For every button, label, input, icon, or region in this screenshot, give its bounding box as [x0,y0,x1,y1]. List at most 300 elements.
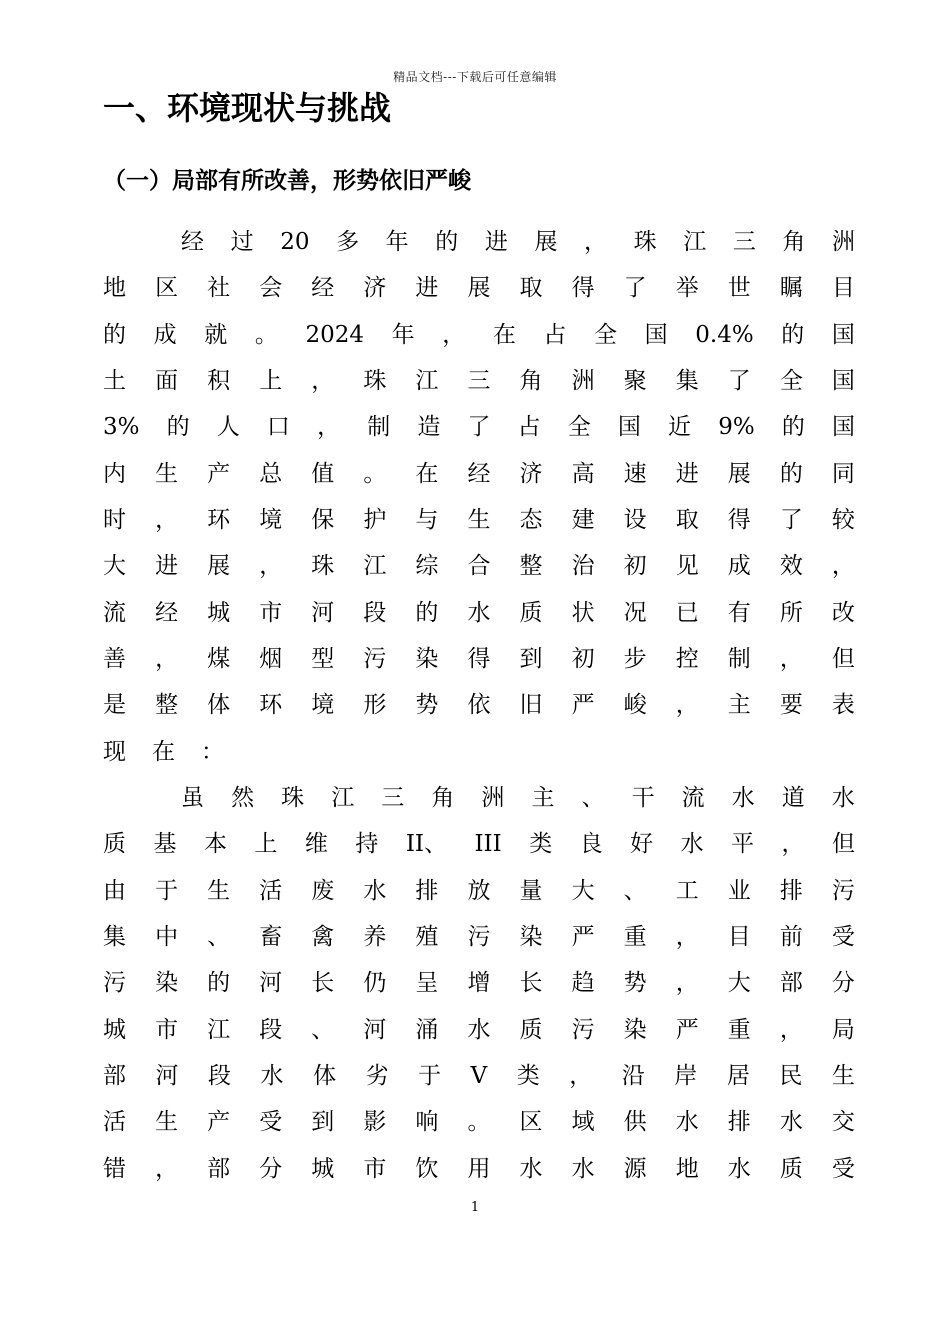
text-token: 面 [155,368,179,395]
text-token: 在 [415,460,439,487]
text-token: V [470,1063,488,1090]
text-token: 角 [782,229,806,256]
text-line [103,636,855,682]
text-token: 呈 [415,970,439,997]
text-token: 活 [103,1109,126,1136]
text-token: 受 [259,1109,283,1136]
text-token: 进 [675,460,699,487]
text-token: 珠 [311,553,335,580]
text-token: 制 [727,646,751,673]
text-token: 境 [259,507,283,534]
text-token: 河 [311,599,335,626]
text-token: 整 [519,553,543,580]
text-token: 禽 [311,924,335,951]
text-token: 、 [581,785,605,812]
text-token: 源 [623,1155,647,1182]
text-token: 世 [727,275,751,302]
text-token: 的 [779,460,803,487]
text-token: 民 [779,1063,803,1090]
text-token: ， [569,1063,593,1090]
text-token: 区 [519,1109,543,1136]
text-token: 境 [311,692,335,719]
text-token: 严 [571,924,595,951]
text-token: 9% [718,414,755,441]
text-token: 长 [519,970,543,997]
text-token: 得 [467,646,491,673]
text-token: 长 [311,970,335,997]
text-token: 经 [311,275,335,302]
text-token: 段 [208,1063,232,1090]
text-token: 上 [259,368,283,395]
text-token: 积 [207,368,231,395]
text-token: 平 [731,831,755,858]
text-token: 河 [259,970,283,997]
text-token: 善 [103,646,126,673]
text-token: 型 [311,646,335,673]
text-token: 持 [355,831,379,858]
text-token: 业 [727,877,751,904]
text-token: 干 [631,785,655,812]
text-token: 占 [517,414,541,441]
text-token: 高 [571,460,595,487]
text-line [103,682,855,728]
text-token: 了 [727,368,751,395]
text-token: 角 [431,785,455,812]
text-token: 的 [435,229,459,256]
text-token: 的 [103,321,126,348]
text-line [103,1053,855,1099]
text-token: 。 [254,321,278,348]
text-token: 同 [831,460,855,487]
text-token: 、 [207,924,231,951]
text-token: 的 [781,321,805,348]
text-token: 展 [467,275,491,302]
text-token: 分 [831,970,855,997]
text-token: ， [317,414,341,441]
text-token: 水 [779,1109,803,1136]
text-line [103,914,855,960]
text-token: 全 [567,414,591,441]
text-token: 珠 [281,785,305,812]
text-token: 内 [103,460,126,487]
text-token: 集 [103,924,126,951]
text-token: 然 [231,785,255,812]
text-token: 是 [103,692,126,719]
text-line [103,729,855,775]
text-token: 受 [831,924,855,951]
text-token: 水 [467,599,491,626]
text-token: 部 [779,970,803,997]
text-token: 涌 [415,1016,439,1043]
text-token: 生 [155,1109,179,1136]
text-token: 势 [415,692,439,719]
text-token: 质 [519,599,543,626]
text-token: 质 [779,1155,803,1182]
text-token: 主 [531,785,555,812]
text-token: 严 [675,1016,699,1043]
text-token: 城 [103,1016,126,1043]
text-token: 了 [779,507,803,534]
text-token: ， [779,646,803,673]
text-token: 土 [103,368,126,395]
section-heading: 一、环境现状与挑战 [103,89,392,127]
text-token: ， [675,970,699,997]
text-token: 年 [385,229,409,256]
text-token: 集 [675,368,699,395]
text-token: 态 [519,507,543,534]
text-token: 进 [484,229,508,256]
text-token: 整 [155,692,179,719]
text-token: 初 [571,646,595,673]
text-token: 排 [415,877,439,904]
text-token: 口 [266,414,290,441]
text-token: 治 [571,553,595,580]
text-token: 合 [467,553,491,580]
text-token: 地 [103,275,126,302]
text-token: 3% [103,414,140,441]
text-token: 本 [203,831,227,858]
text-token: 全 [779,368,803,395]
text-token: 大 [103,553,126,580]
header-note: 精品文档---下载后可任意编辑 [393,70,557,84]
text-token: 角 [519,368,543,395]
text-token: 段 [363,599,387,626]
text-token: 了 [623,275,647,302]
text-token: 水 [727,1155,751,1182]
text-token: 趋 [571,970,595,997]
text-token: ， [155,646,179,673]
text-token: 在 [152,738,175,765]
text-token: 道 [781,785,805,812]
text-token: 了 [467,414,491,441]
text-token: 受 [831,1155,855,1182]
text-token: 基 [153,831,177,858]
text-token: 改 [831,599,855,626]
body-paragraph-2 [103,775,855,1192]
text-token: 水 [675,1109,699,1136]
text-token: 制 [367,414,391,441]
text-line [103,775,855,821]
text-token: 时 [103,507,126,534]
text-token: 污 [571,1016,595,1043]
text-token: 的 [166,414,190,441]
text-token: 活 [259,877,283,904]
text-token: 染 [155,970,179,997]
text-token: 护 [363,507,387,534]
text-token: 环 [259,692,283,719]
text-token: 全 [594,321,618,348]
text-token: 水 [260,1063,284,1090]
text-token: 饮 [415,1155,439,1182]
text-token: 类 [529,831,553,858]
subsection-heading: （一）局部有所改善，形势依旧严峻 [103,167,471,194]
text-token: 重 [623,924,647,951]
text-token: 综 [415,553,439,580]
text-token: 生 [155,460,179,487]
text-token: 展 [534,229,558,256]
text-token: 水 [363,877,387,904]
text-token: 生 [207,877,231,904]
text-line [103,404,855,450]
text-token: 形 [363,692,387,719]
text-token: 设 [623,507,647,534]
text-token: ， [584,229,608,256]
text-token: 年 [391,321,415,348]
text-token: 总 [259,460,283,487]
text-token: 2024 [305,321,364,348]
text-token: III [474,831,502,858]
text-token: 增 [467,970,491,997]
text-line [103,590,855,636]
text-token: 水 [519,1155,543,1182]
text-token: 三 [467,368,491,395]
text-token: 较 [831,507,855,534]
text-token: 过 [230,229,254,256]
text-token: 多 [336,229,360,256]
text-line [103,960,855,1006]
text-token: 三 [732,229,756,256]
text-token: 生 [467,507,491,534]
text-token: 部 [103,1063,126,1090]
text-token: 劣 [365,1063,389,1090]
text-token: 初 [623,553,647,580]
text-token: ， [781,831,805,858]
text-token: 煤 [207,646,231,673]
text-token: 部 [207,1155,231,1182]
text-token: 错 [103,1155,126,1182]
text-token: 水 [831,785,855,812]
text-token: 值 [311,460,335,487]
text-token: 所 [779,599,803,626]
text-token: 、 [311,1016,335,1043]
text-token: ， [155,1155,179,1182]
text-token: 染 [415,646,439,673]
text-token: 仍 [363,970,387,997]
text-token: ， [675,692,699,719]
text-token: 0.4% [695,321,754,348]
text-token: 虽 [181,785,204,812]
text-token: 河 [155,1063,179,1090]
text-token: 峻 [623,692,647,719]
text-line [103,265,855,311]
text-token: 污 [831,877,855,904]
text-token: 经 [181,229,204,256]
text-token: 进 [415,275,439,302]
text-token: 畜 [259,924,283,951]
text-token: 建 [571,507,595,534]
text-token: 废 [311,877,335,904]
text-token: 目 [727,924,751,951]
text-token: 洲 [571,368,595,395]
text-token: 沿 [621,1063,645,1090]
text-token: 成 [153,321,177,348]
text-token: 良 [579,831,603,858]
text-token: 效 [779,553,803,580]
text-token: 人 [216,414,240,441]
text-token: 20 [280,229,310,256]
text-token: 已 [675,599,699,626]
text-token: 域 [571,1109,595,1136]
text-token: 类 [516,1063,540,1090]
text-line [103,451,855,497]
text-token: 养 [363,924,387,951]
text-token: 水 [680,831,704,858]
text-token: 要 [779,692,803,719]
text-token: 占 [543,321,567,348]
text-token: 于 [418,1063,442,1090]
text-token: 济 [519,460,543,487]
text-line [103,1146,855,1192]
text-token: 国 [831,414,855,441]
text-line [103,497,855,543]
text-line [103,358,855,404]
text-token: 城 [311,1155,335,1182]
text-token: 用 [467,1155,491,1182]
text-token: 旧 [519,692,543,719]
text-token: 染 [519,924,543,951]
text-token: 势 [623,970,647,997]
text-token: 到 [311,1109,335,1136]
text-token: 体 [313,1063,337,1090]
text-token: 得 [727,507,751,534]
text-token: 珠 [633,229,657,256]
text-token: 现 [103,738,126,765]
text-token: 区 [155,275,179,302]
text-token: 交 [831,1109,855,1136]
text-token: 河 [363,1016,387,1043]
text-token: 产 [207,460,231,487]
text-token: 的 [207,970,231,997]
text-line [103,821,855,867]
text-token: 大 [727,970,751,997]
text-token: 工 [675,877,699,904]
text-token: 三 [381,785,405,812]
text-token: 水 [467,1016,491,1043]
text-token: 重 [727,1016,751,1043]
text-token: 上 [254,831,278,858]
text-token: ， [311,368,335,395]
text-token: 染 [623,1016,647,1043]
text-token: 步 [623,646,647,673]
text-token: 放 [467,877,491,904]
text-token: 的 [415,599,439,626]
text-token: 严 [571,692,595,719]
text-token: 质 [519,1016,543,1043]
text-token: 环 [207,507,231,534]
text-token: 但 [831,646,855,673]
text-token: 供 [623,1109,647,1136]
text-token: 近 [668,414,692,441]
text-token: ， [442,321,466,348]
text-token: 污 [363,646,387,673]
text-token: 经 [155,599,179,626]
text-token: 取 [519,275,543,302]
text-token: 国 [831,321,855,348]
text-line [103,543,855,589]
text-token: 状 [571,599,595,626]
text-token: 城 [207,599,231,626]
text-token: 居 [726,1063,750,1090]
text-token: ， [779,1016,803,1043]
text-token: 排 [727,1109,751,1136]
text-token: 岸 [674,1063,698,1090]
text-token: 流 [103,599,126,626]
text-token: 分 [259,1155,283,1182]
text-token: 国 [617,414,641,441]
text-line [103,312,855,358]
text-token: 市 [155,1016,179,1043]
text-token: 段 [259,1016,283,1043]
text-token: 江 [415,368,439,395]
text-token: 污 [467,924,491,951]
text-token: 排 [779,877,803,904]
text-token: 殖 [415,924,439,951]
text-token: 局 [831,1016,855,1043]
text-token: 况 [623,599,647,626]
text-token: 洲 [832,229,855,256]
text-token: 体 [207,692,231,719]
text-token: 瞩 [779,275,803,302]
text-line [103,219,855,265]
text-token: 地 [675,1155,699,1182]
text-token: 展 [727,460,751,487]
text-line [103,1007,855,1053]
text-token: 展 [207,553,231,580]
text-token: 有 [727,599,751,626]
text-token: 江 [683,229,707,256]
text-token: 与 [415,507,439,534]
text-token: 在 [492,321,516,348]
text-line [103,868,855,914]
text-token: 造 [417,414,441,441]
text-token: 流 [681,785,705,812]
text-token: 但 [832,831,855,858]
text-token: 水 [731,785,755,812]
text-token: 得 [571,275,595,302]
text-token: 就 [204,321,228,348]
text-token: II、 [405,831,447,858]
text-token: 烟 [259,646,283,673]
text-token: 生 [831,1063,855,1090]
text-line [103,1099,855,1145]
text-token: 江 [363,553,387,580]
text-token: 目 [831,275,855,302]
text-token: 由 [103,877,126,904]
text-token: 进 [155,553,179,580]
text-token: 。 [363,460,387,487]
text-token: 控 [675,646,699,673]
text-token: 取 [675,507,699,534]
text-token: 市 [259,599,283,626]
text-token: 大 [571,877,595,904]
text-token: 响 [415,1109,439,1136]
text-token: 国 [831,368,855,395]
text-token: 质 [103,831,126,858]
text-token: 聚 [623,368,647,395]
text-token: ， [675,924,699,951]
text-token: 、 [623,877,647,904]
text-token: 江 [207,1016,231,1043]
text-token: 速 [623,460,647,487]
text-token: 社 [207,275,231,302]
text-token: 中 [155,924,179,951]
text-token: 经 [467,460,491,487]
text-token: 主 [727,692,751,719]
text-token: 到 [519,646,543,673]
text-token: 于 [155,877,179,904]
text-token: 量 [519,877,543,904]
text-token: 。 [467,1109,491,1136]
